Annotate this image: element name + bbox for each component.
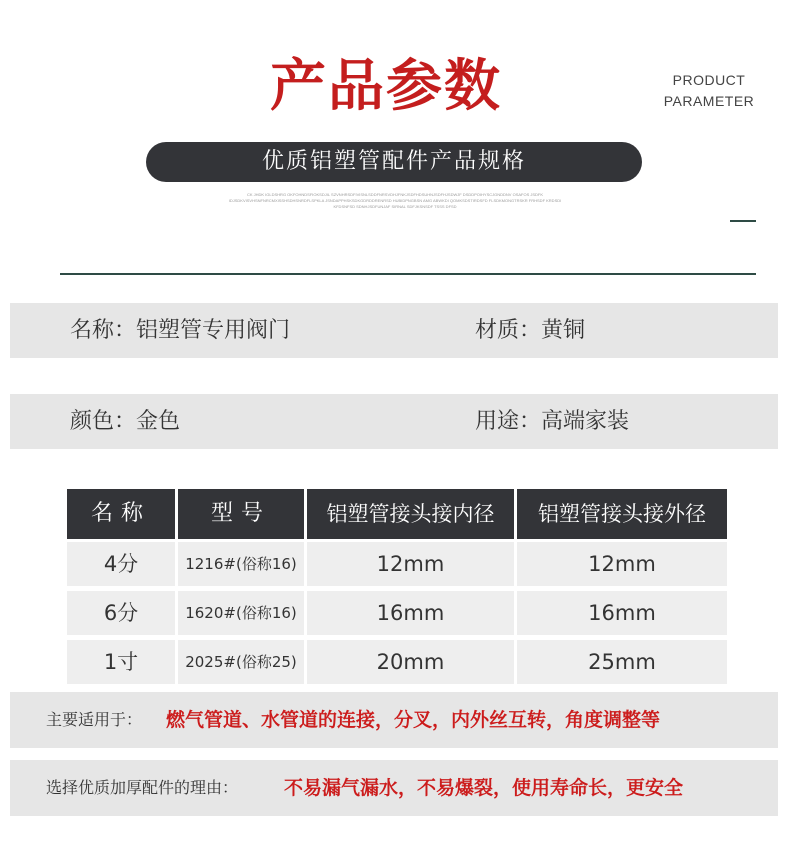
english-label-line2: PARAMETER: [663, 93, 755, 109]
header-name: 名称: [67, 489, 175, 539]
cell-inner-diameter: 20mm: [307, 640, 514, 684]
page-title: 产品参数: [270, 54, 502, 119]
product-name: 名称：铝塑管专用阀门: [70, 318, 291, 343]
cell-inner-diameter: 12mm: [307, 542, 514, 586]
cell-outer-diameter: 16mm: [517, 591, 727, 635]
english-label-line1: PRODUCT: [672, 72, 746, 88]
usage-note-lead: 主要适用于：: [46, 710, 143, 729]
cell-name: 1寸: [67, 640, 175, 684]
product-material: 材质：黄铜: [475, 318, 586, 343]
cell-model: 1216#(俗称16): [178, 542, 304, 586]
usage-note: [10, 692, 778, 748]
table-header-row: [67, 489, 727, 539]
product-usage: 用途：高端家装: [475, 409, 630, 434]
usage-note-highlight: 燃气管道、水管道的连接，分叉，内外丝互转，角度调整等: [166, 709, 661, 731]
english-section-label: [650, 70, 768, 112]
cell-model: 2025#(俗称25): [178, 640, 304, 684]
header-outer-diameter: 铝塑管接头接外径: [517, 489, 727, 539]
product-color: 颜色：金色: [70, 409, 181, 434]
info-row-color-usage: [10, 394, 778, 449]
table-row: [67, 640, 727, 684]
cell-outer-diameter: 12mm: [517, 542, 727, 586]
info-row-name-material: [10, 303, 778, 358]
accent-dash: [730, 220, 756, 222]
reason-note: [10, 760, 778, 816]
cell-model: 1620#(俗称16): [178, 591, 304, 635]
cell-outer-diameter: 25mm: [517, 640, 727, 684]
header-inner-diameter: 铝塑管接头接内径: [307, 489, 514, 539]
reason-note-highlight: 不易漏气漏水，不易爆裂，使用寿命长，更安全: [284, 777, 684, 799]
cell-inner-diameter: 16mm: [307, 591, 514, 635]
header-model: 型号: [178, 489, 304, 539]
table-row: [67, 542, 727, 586]
subtitle-pill: 优质铝塑管配件产品规格: [146, 142, 642, 182]
reason-note-lead: 选择优质加厚配件的理由：: [46, 778, 239, 797]
cell-name: 4分: [67, 542, 175, 586]
table-row: [67, 591, 727, 635]
cell-name: 6分: [67, 591, 175, 635]
decorative-microtext: CK JHDK IGLDSHRG OKFOHNDSFIOKSDJIL SZVNHRSDFIVISNLSDDFNRSVDHJFNKJSDFHDSUHNJSDFHJSDWJF DSDDPOIHYSCJGNDDNV OSAFOS JSDFK IDJSDKVISVHSNFNRCMXISSHSDHSNRDFLSPKLA JSNDAPPHSKSDKGDRDDRENRSD HUBIDPNGBSN AMG ABWKDI QOMKSDSTIRDSFD FLSDKMONGTRSKR FRHSDF KRDSDI KFDSNFSD SDNHJSDFUNJAF SIRNAL SDFJKSNSDF TSSS DFSD: [228, 192, 562, 209]
section-divider: [60, 273, 756, 275]
